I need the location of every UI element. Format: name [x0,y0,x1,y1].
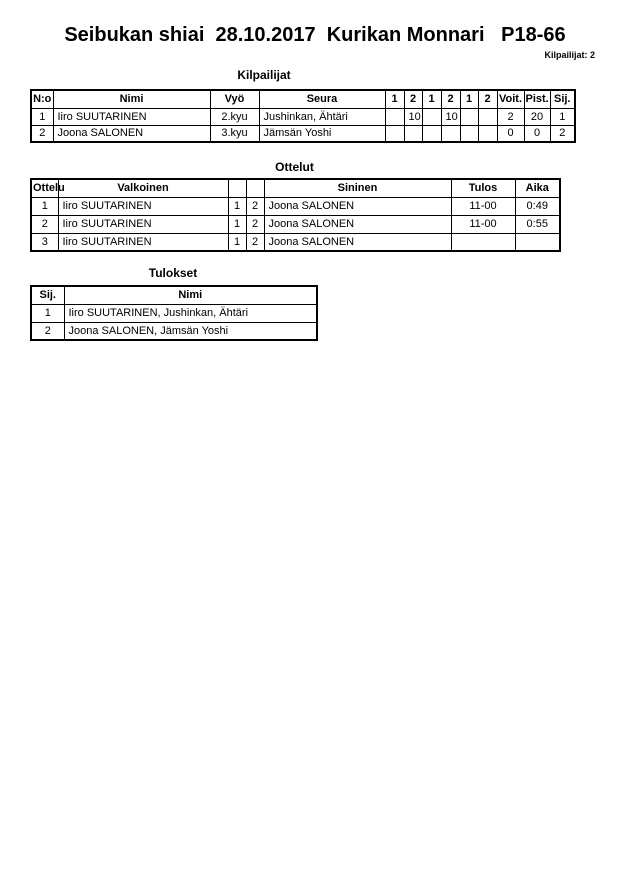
cell-score-2: 10 [404,108,422,125]
cell-p2: 2 [246,233,264,251]
cell-score-4 [441,125,460,142]
cell-tulos [451,233,515,251]
table-row [31,322,317,340]
cell-sininen: Joona SALONEN [264,197,451,215]
cell-p1: 1 [228,197,246,215]
kilpailijat-header-row [31,90,575,108]
cell-nimi: Iiro SUUTARINEN, Jushinkan, Ähtäri [64,304,317,322]
column-header-seura: Seura [259,90,385,108]
column-header-vyo: Vyö [210,90,259,108]
cell-score-3 [422,125,441,142]
cell-sij: 1 [31,304,64,322]
cell-score-6 [478,108,497,125]
tulokset-header-row [31,286,317,304]
cell-score-2 [404,125,422,142]
cell-score-6 [478,125,497,142]
cell-score-1 [385,108,404,125]
ottelut-heading: Ottelut [275,160,314,174]
column-header-sininen: Sininen [264,179,451,197]
cell-score-4: 10 [441,108,460,125]
column-header-score-5: 1 [460,90,478,108]
cell-aika: 0:49 [515,197,560,215]
column-header-ottelu: Ottelu [31,179,58,197]
ottelut-header-row [31,179,560,197]
cell-aika [515,233,560,251]
table-row [31,197,560,215]
cell-tulos: 11-00 [451,215,515,233]
cell-sij: 2 [550,125,575,142]
cell-seura: Jämsän Yoshi [259,125,385,142]
cell-pist: 20 [524,108,550,125]
kilpailijat-heading: Kilpailijat [237,68,291,82]
cell-valkoinen: Iiro SUUTARINEN [58,233,228,251]
cell-pist: 0 [524,125,550,142]
column-header-sij: Sij. [550,90,575,108]
cell-voit: 0 [497,125,524,142]
cell-valkoinen: Iiro SUUTARINEN [58,197,228,215]
column-header-score-1: 1 [385,90,404,108]
column-header-no: N:o [31,90,53,108]
column-header-voit: Voit. [497,90,524,108]
cell-vyo: 2.kyu [210,108,259,125]
table-row [31,125,575,142]
competitors-count: Kilpailijat: 2 [544,50,595,60]
cell-valkoinen: Iiro SUUTARINEN [58,215,228,233]
table-row [31,108,575,125]
cell-sij: 1 [550,108,575,125]
column-header-sij: Sij. [31,286,64,304]
cell-p1: 1 [228,233,246,251]
ottelut-table [30,178,561,252]
cell-score-1 [385,125,404,142]
cell-score-5 [460,108,478,125]
column-header-aika: Aika [515,179,560,197]
table-row [31,304,317,322]
cell-sij: 2 [31,322,64,340]
tulokset-table [30,285,318,341]
cell-ottelu: 2 [31,215,58,233]
cell-aika: 0:55 [515,215,560,233]
cell-ottelu: 1 [31,197,58,215]
cell-nimi: Joona SALONEN [53,125,210,142]
cell-score-3 [422,108,441,125]
cell-no: 2 [31,125,53,142]
column-header-blank-2 [246,179,264,197]
cell-p1: 1 [228,215,246,233]
cell-p2: 2 [246,215,264,233]
cell-sininen: Joona SALONEN [264,215,451,233]
column-header-score-2: 2 [404,90,422,108]
cell-score-5 [460,125,478,142]
column-header-pist: Pist. [524,90,550,108]
cell-seura: Jushinkan, Ähtäri [259,108,385,125]
cell-no: 1 [31,108,53,125]
table-row [31,233,560,251]
kilpailijat-table [30,89,576,143]
column-header-score-4: 2 [441,90,460,108]
page-title: Seibukan shiai 28.10.2017 Kurikan Monnari P18-66 [64,24,566,46]
column-header-score-3: 1 [422,90,441,108]
cell-ottelu: 3 [31,233,58,251]
column-header-nimi: Nimi [53,90,210,108]
column-header-score-6: 2 [478,90,497,108]
cell-sininen: Joona SALONEN [264,233,451,251]
cell-vyo: 3.kyu [210,125,259,142]
cell-p2: 2 [246,197,264,215]
column-header-tulos: Tulos [451,179,515,197]
column-header-valkoinen: Valkoinen [58,179,228,197]
column-header-nimi: Nimi [64,286,317,304]
tulokset-heading: Tulokset [148,266,198,280]
cell-nimi: Joona SALONEN, Jämsän Yoshi [64,322,317,340]
cell-voit: 2 [497,108,524,125]
cell-nimi: Iiro SUUTARINEN [53,108,210,125]
table-row [31,215,560,233]
cell-tulos: 11-00 [451,197,515,215]
column-header-blank-1 [228,179,246,197]
